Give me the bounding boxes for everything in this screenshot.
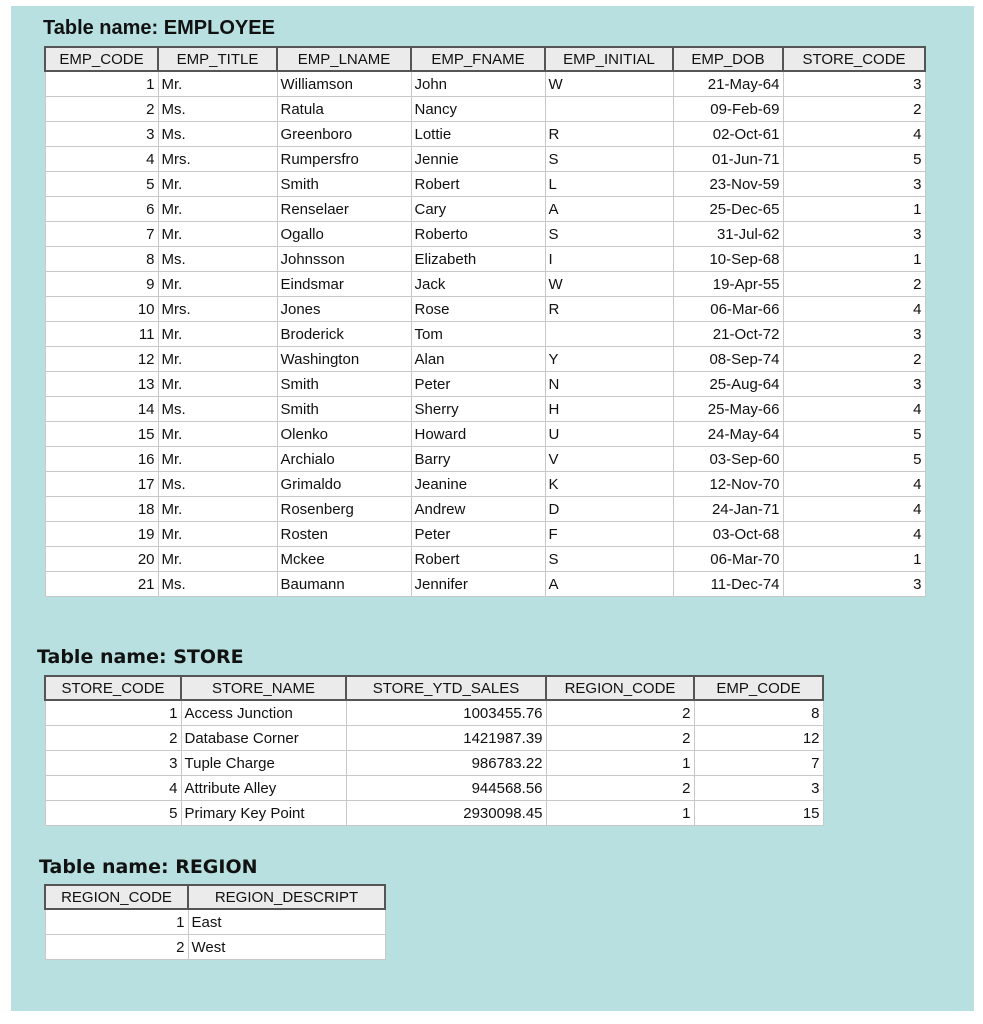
table-cell: 4 [45,147,158,172]
table-cell: 11-Dec-74 [673,572,783,597]
table-row [45,801,823,826]
store-column-header: EMP_CODE [694,676,823,700]
employee-table [44,46,926,597]
table-cell: Elizabeth [411,247,545,272]
table-cell: 2 [783,97,925,122]
table-row [45,572,925,597]
table-row [45,751,823,776]
table-cell: 21-Oct-72 [673,322,783,347]
employee-table-title: Table name: EMPLOYEE [43,17,275,39]
table-cell: 01-Jun-71 [673,147,783,172]
table-row [45,422,925,447]
table-cell: 03-Oct-68 [673,522,783,547]
table-cell: Smith [277,172,411,197]
table-cell: 6 [45,197,158,222]
table-cell: 3 [783,172,925,197]
table-cell: 24-May-64 [673,422,783,447]
table-cell: Sherry [411,397,545,422]
table-row [45,297,925,322]
table-cell: Olenko [277,422,411,447]
store-column-header: STORE_CODE [45,676,181,700]
table-cell: 2 [45,97,158,122]
table-cell: 986783.22 [346,751,546,776]
table-cell: Jennie [411,147,545,172]
table-cell: 2 [45,726,181,751]
table-cell: 08-Sep-74 [673,347,783,372]
table-cell: West [188,935,385,960]
table-cell: Roberto [411,222,545,247]
table-cell: 5 [783,422,925,447]
table-cell: 25-Dec-65 [673,197,783,222]
table-cell: Eindsmar [277,272,411,297]
table-row [45,726,823,751]
table-cell: Database Corner [181,726,346,751]
table-cell: 3 [45,122,158,147]
table-cell: Andrew [411,497,545,522]
table-cell: Johnsson [277,247,411,272]
table-cell: Mr. [158,322,277,347]
store-body [45,700,823,826]
table-cell: Barry [411,447,545,472]
table-cell: 1 [783,547,925,572]
table-row [45,372,925,397]
table-cell: 4 [783,472,925,497]
table-cell: Mr. [158,272,277,297]
table-cell: 2 [783,272,925,297]
table-cell: Greenboro [277,122,411,147]
table-cell: S [545,222,673,247]
table-cell: 10-Sep-68 [673,247,783,272]
table-cell: Rose [411,297,545,322]
region-body [45,909,385,960]
table-cell: Smith [277,372,411,397]
table-cell: Ms. [158,472,277,497]
table-row [45,472,925,497]
table-cell: Rumpersfro [277,147,411,172]
table-cell: 5 [45,801,181,826]
employee-column-header: EMP_LNAME [277,47,411,71]
table-cell: 4 [783,297,925,322]
table-cell: 25-Aug-64 [673,372,783,397]
table-cell: Tom [411,322,545,347]
table-cell: 2 [546,726,694,751]
table-cell: 13 [45,372,158,397]
table-cell: Mr. [158,71,277,97]
table-cell: 3 [783,322,925,347]
table-row [45,447,925,472]
region-header-row [45,885,385,909]
table-cell: 2 [546,700,694,726]
table-cell: Jones [277,297,411,322]
table-cell: H [545,397,673,422]
table-cell: 1 [783,197,925,222]
employee-header-row [45,47,925,71]
table-cell: Jennifer [411,572,545,597]
table-cell [545,97,673,122]
table-cell: Grimaldo [277,472,411,497]
table-cell: 10 [45,297,158,322]
table-cell: Peter [411,522,545,547]
table-cell: 944568.56 [346,776,546,801]
table-cell: 7 [45,222,158,247]
table-cell: Mr. [158,422,277,447]
table-cell: 2930098.45 [346,801,546,826]
table-cell [545,322,673,347]
table-cell: 09-Feb-69 [673,97,783,122]
table-cell: 18 [45,497,158,522]
table-row [45,197,925,222]
table-cell: Ogallo [277,222,411,247]
table-cell: 4 [783,122,925,147]
table-row [45,71,925,97]
table-cell: Renselaer [277,197,411,222]
table-cell: Primary Key Point [181,801,346,826]
table-row [45,122,925,147]
table-cell: Attribute Alley [181,776,346,801]
table-cell: 03-Sep-60 [673,447,783,472]
table-cell: F [545,522,673,547]
table-cell: Robert [411,547,545,572]
table-cell: 12 [45,347,158,372]
table-cell: Mr. [158,522,277,547]
table-cell: Mr. [158,372,277,397]
table-row [45,522,925,547]
table-cell: 24-Jan-71 [673,497,783,522]
table-cell: S [545,547,673,572]
table-cell: Robert [411,172,545,197]
table-cell: D [545,497,673,522]
table-cell: Ratula [277,97,411,122]
table-cell: 15 [45,422,158,447]
table-cell: Peter [411,372,545,397]
table-cell: Williamson [277,71,411,97]
employee-column-header: EMP_DOB [673,47,783,71]
table-row [45,272,925,297]
table-cell: Mrs. [158,297,277,322]
table-cell: Broderick [277,322,411,347]
table-cell: V [545,447,673,472]
region-table [44,884,386,960]
table-cell: 02-Oct-61 [673,122,783,147]
table-row [45,347,925,372]
table-cell: Jack [411,272,545,297]
table-cell: 1 [546,801,694,826]
table-row [45,172,925,197]
table-cell: 16 [45,447,158,472]
table-cell: Mckee [277,547,411,572]
table-cell: Ms. [158,97,277,122]
table-cell: Mr. [158,497,277,522]
table-cell: 2 [45,935,188,960]
table-cell: Ms. [158,397,277,422]
table-cell: Washington [277,347,411,372]
table-cell: 2 [546,776,694,801]
table-cell: 12 [694,726,823,751]
table-cell: R [545,297,673,322]
table-cell: 3 [783,71,925,97]
employee-body [45,71,925,597]
table-cell: 1 [783,247,925,272]
table-cell: Mr. [158,222,277,247]
table-cell: 4 [45,776,181,801]
table-cell: John [411,71,545,97]
table-row [45,397,925,422]
table-cell: Rosenberg [277,497,411,522]
table-cell: Smith [277,397,411,422]
table-cell: W [545,71,673,97]
table-cell: 9 [45,272,158,297]
table-cell: 12-Nov-70 [673,472,783,497]
table-cell: N [545,372,673,397]
table-cell: East [188,909,385,935]
table-cell: 25-May-66 [673,397,783,422]
table-cell: 14 [45,397,158,422]
region-column-header: REGION_CODE [45,885,188,909]
table-cell: Nancy [411,97,545,122]
store-table-title: Table name: STORE [37,646,244,668]
table-cell: 1 [45,700,181,726]
table-cell: 23-Nov-59 [673,172,783,197]
table-cell: 1 [546,751,694,776]
table-cell: 5 [783,447,925,472]
table-cell: 11 [45,322,158,347]
table-cell: Ms. [158,572,277,597]
employee-column-header: EMP_FNAME [411,47,545,71]
table-row [45,322,925,347]
table-cell: Mrs. [158,147,277,172]
table-cell: 4 [783,397,925,422]
table-cell: 8 [694,700,823,726]
table-cell: Alan [411,347,545,372]
table-row [45,700,823,726]
table-cell: Howard [411,422,545,447]
table-row [45,147,925,172]
table-cell: 1003455.76 [346,700,546,726]
table-cell: Access Junction [181,700,346,726]
table-cell: 17 [45,472,158,497]
region-column-header: REGION_DESCRIPT [188,885,385,909]
table-row [45,222,925,247]
table-cell: W [545,272,673,297]
table-cell: 19-Apr-55 [673,272,783,297]
table-cell: Tuple Charge [181,751,346,776]
store-table [44,675,824,826]
store-column-header: REGION_CODE [546,676,694,700]
table-row [45,935,385,960]
employee-column-header: EMP_TITLE [158,47,277,71]
table-cell: Cary [411,197,545,222]
table-cell: L [545,172,673,197]
employee-column-header: STORE_CODE [783,47,925,71]
table-cell: 15 [694,801,823,826]
table-cell: S [545,147,673,172]
table-cell: Mr. [158,197,277,222]
table-row [45,497,925,522]
table-cell: 1421987.39 [346,726,546,751]
table-cell: Jeanine [411,472,545,497]
table-cell: 3 [694,776,823,801]
table-cell: R [545,122,673,147]
table-row [45,247,925,272]
table-cell: Mr. [158,347,277,372]
employee-column-header: EMP_INITIAL [545,47,673,71]
table-cell: 4 [783,522,925,547]
table-cell: Archialo [277,447,411,472]
table-cell: 5 [783,147,925,172]
table-cell: Lottie [411,122,545,147]
table-cell: 20 [45,547,158,572]
table-cell: A [545,197,673,222]
table-cell: 3 [783,372,925,397]
table-cell: 31-Jul-62 [673,222,783,247]
table-cell: 19 [45,522,158,547]
store-column-header: STORE_NAME [181,676,346,700]
region-table-title: Table name: REGION [39,856,258,878]
table-cell: 06-Mar-70 [673,547,783,572]
employee-column-header: EMP_CODE [45,47,158,71]
table-row [45,547,925,572]
table-cell: Ms. [158,122,277,147]
table-cell: 1 [45,71,158,97]
table-cell: I [545,247,673,272]
table-cell: 8 [45,247,158,272]
table-cell: Rosten [277,522,411,547]
table-cell: 21-May-64 [673,71,783,97]
table-cell: 3 [783,572,925,597]
table-cell: 7 [694,751,823,776]
store-column-header: STORE_YTD_SALES [346,676,546,700]
table-cell: 2 [783,347,925,372]
table-cell: 06-Mar-66 [673,297,783,322]
table-cell: Mr. [158,172,277,197]
table-cell: 3 [45,751,181,776]
store-header-row [45,676,823,700]
table-cell: U [545,422,673,447]
table-cell: 3 [783,222,925,247]
table-cell: Mr. [158,447,277,472]
table-cell: Mr. [158,547,277,572]
table-cell: K [545,472,673,497]
table-row [45,97,925,122]
table-cell: Baumann [277,572,411,597]
table-cell: A [545,572,673,597]
table-cell: 5 [45,172,158,197]
table-row [45,909,385,935]
table-cell: Ms. [158,247,277,272]
table-cell: 21 [45,572,158,597]
table-cell: 4 [783,497,925,522]
table-cell: Y [545,347,673,372]
table-cell: 1 [45,909,188,935]
table-row [45,776,823,801]
